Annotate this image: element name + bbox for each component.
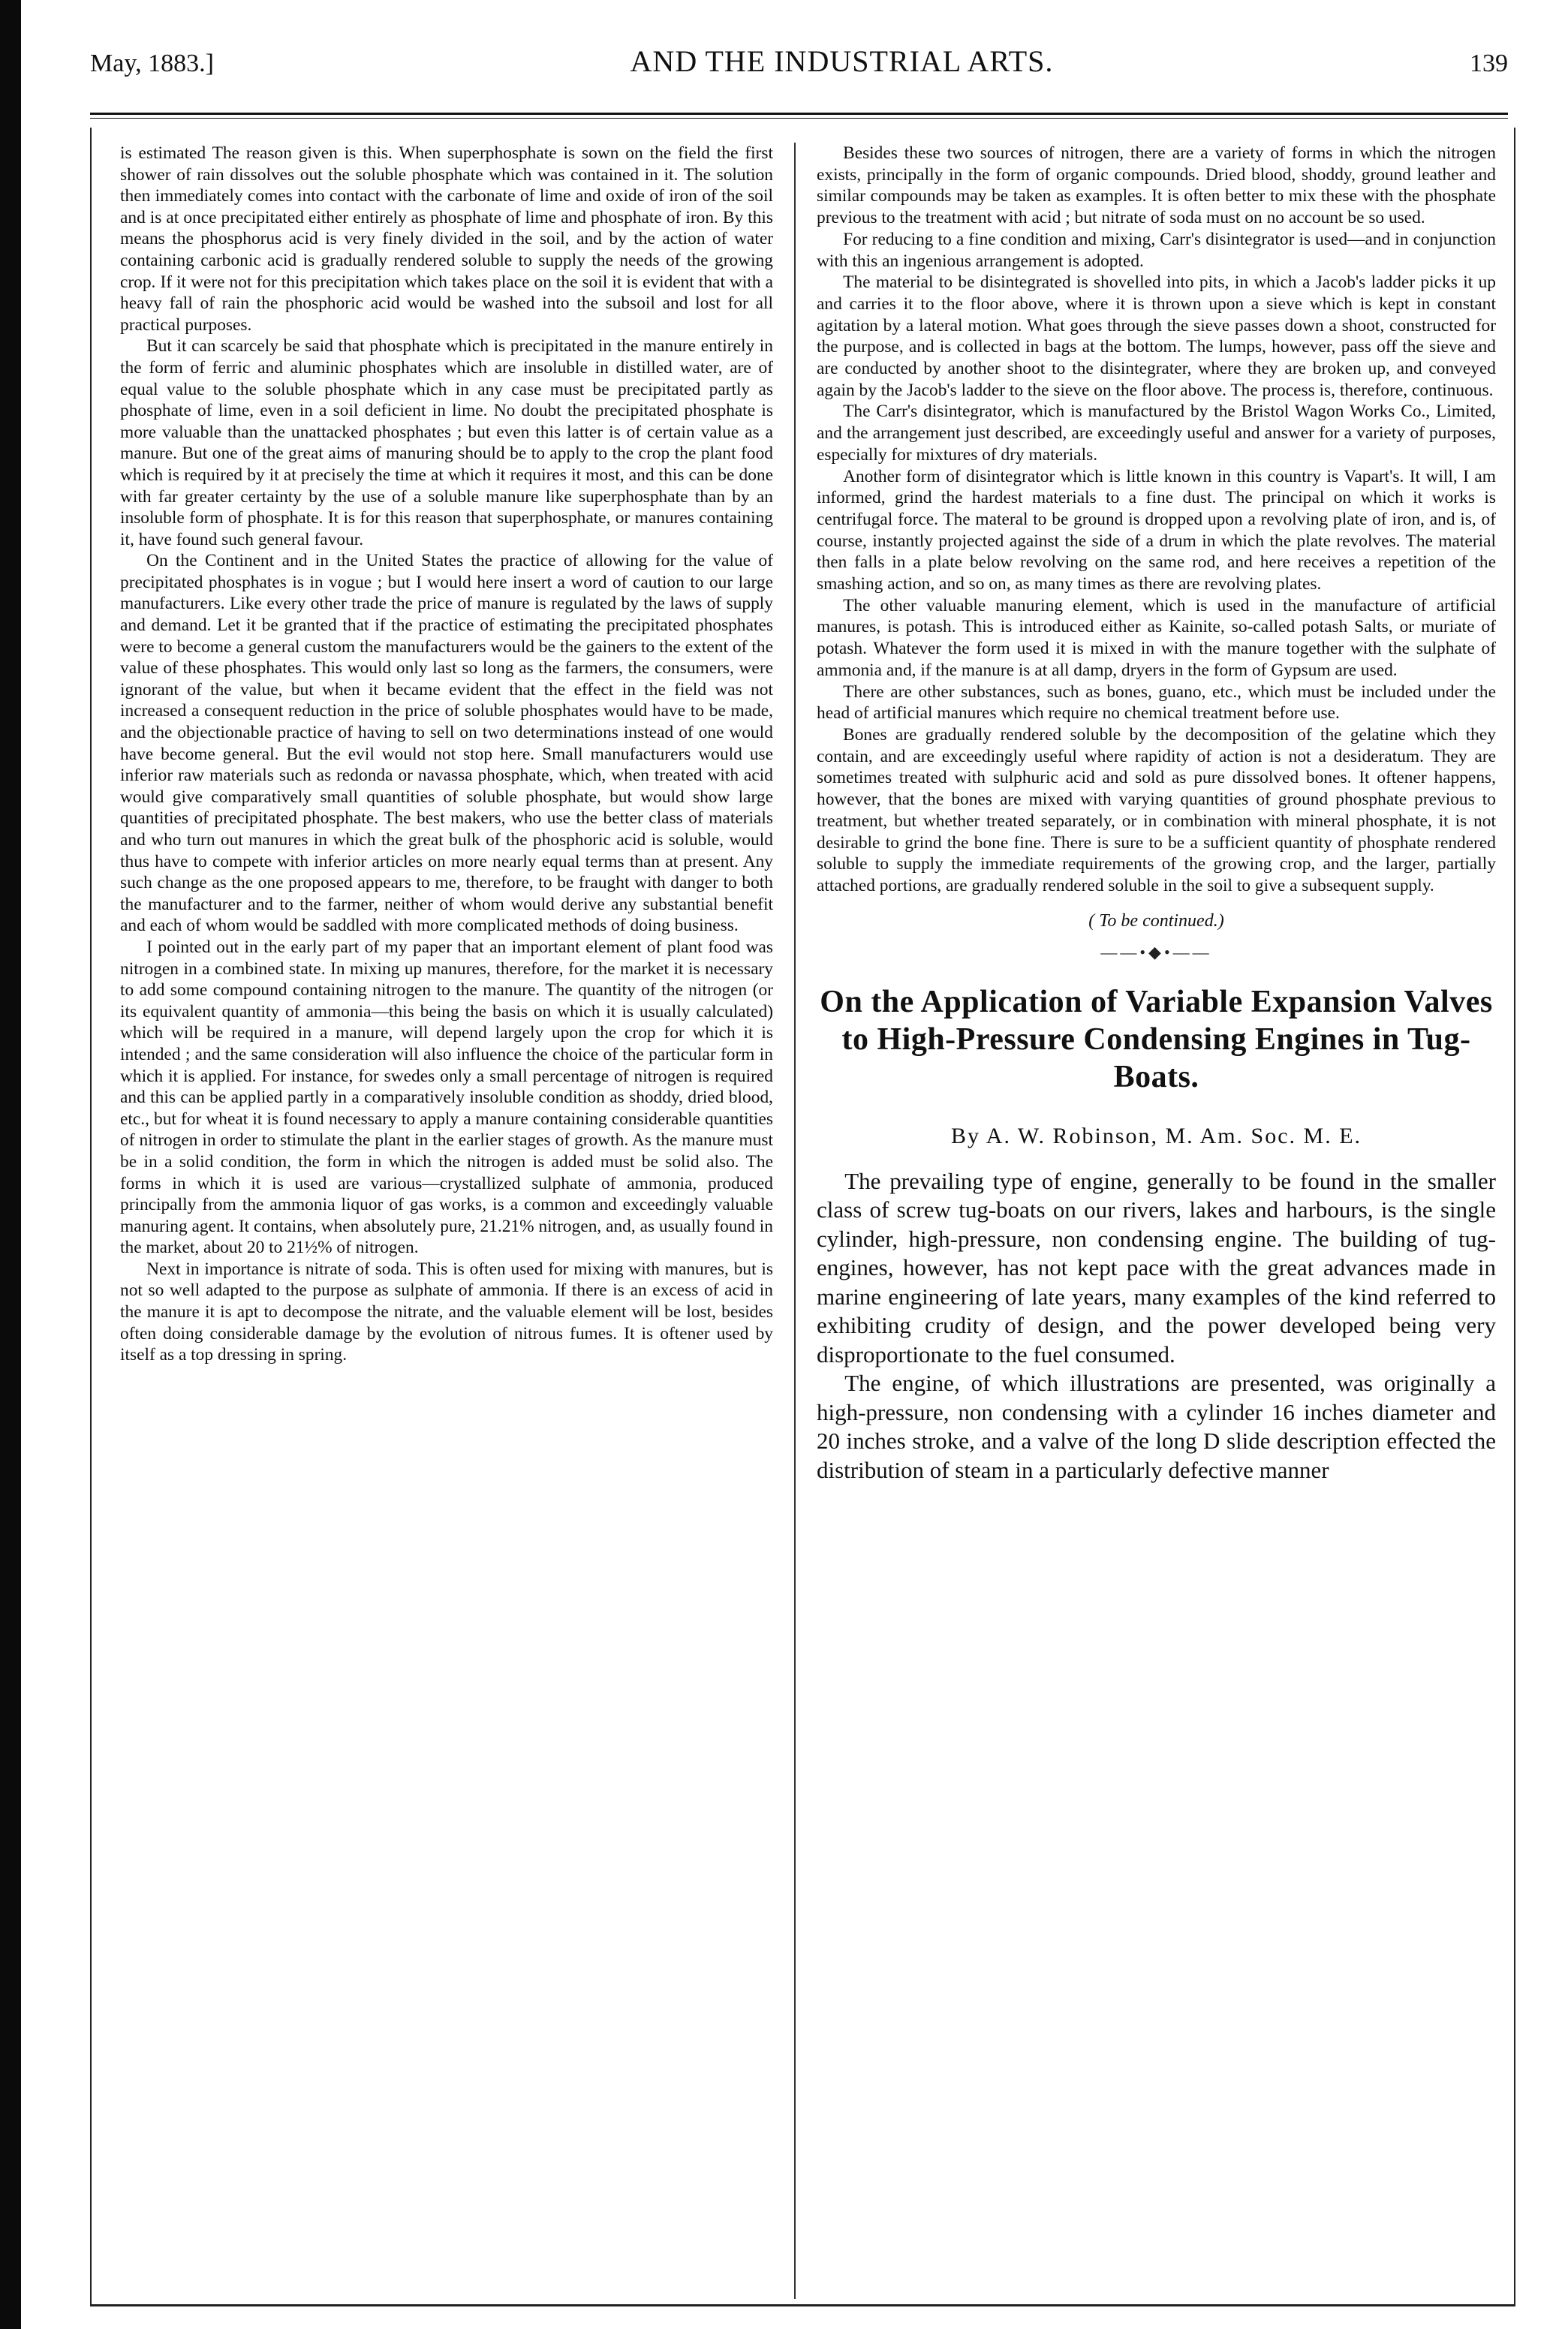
journal-title: AND THE INDUSTRIAL ARTS. bbox=[630, 44, 1054, 78]
paragraph: The other valuable manuring element, which is used in the manufacture of artificial manures, is potash. This is introduced either as Kainite, so-called potash Salts, or muriate of potash. Whatever the form used it is mixed in with the manure together with the sulphate of ammonia and, if the manure is at all damp, dryers in the form of Gypsum are used. bbox=[817, 595, 1496, 680]
header-rule bbox=[90, 113, 1508, 119]
paragraph: The prevailing type of engine, generally to be found in the smaller class of screw tug-boats on our rivers, lakes and harbours, is the single cylinder, high-pressure, non condensing engine. The building of tug-engines, however, has not kept pace with the great advances made in marine engineering of late years, many examples of the kind referred to exhibiting crudity of design, and the power developed being very disproportionate to the fuel consumed. bbox=[817, 1167, 1496, 1368]
paragraph: Another form of disintegrator which is little known in this country is Vapart's. It will, I am informed, grind the hardest materials to a fine dust. The principal on which it works is centrifugal force. The materal to be ground is dropped upon a revolving plate of iron, and is, of course, instantly projected against the side of a drum in which the plate revolves. The material then falls in a plate below revolving on the same rod, and here receives a repetition of the smashing action, and so on, as many times as there are revolving plates. bbox=[817, 466, 1496, 594]
paragraph: Next in importance is nitrate of soda. This is often used for mixing with manures, but is not so well adapted to the purpose as sulphate of ammonia. If there is an excess of acid in the manure it is apt to decompose the nitrate, and the valuable element will be lost, besides often doing considerable damage by the evolution of nitrous fumes. It is oftener used by itself as a top dressing in spring. bbox=[120, 1259, 773, 1365]
running-header bbox=[90, 44, 1508, 89]
paragraph: For reducing to a fine condition and mixing, Carr's disintegrator is used—and in conjunction with this an ingenious arrangement is adopted. bbox=[817, 229, 1496, 271]
paragraph: On the Continent and in the United States the practice of allowing for the value of precipitated phosphates is in vogue ; but I would here insert a word of caution to our large manufacturers. Like every other trade the price of manure is regulated by the laws of supply and demand. Let it be granted that if the practice of estimating the precipitated phosphates were to become a general custom the manufacturers would be the gainers to the extent of the value of these phosphates. This would only last so long as the farmers, the consumers, were ignorant of the value, but when it became evident that the effect in the field was not increased a consequent reduction in the price of soluble phosphates would have to be made, and the objectionable practice of having to sell on two determinations instead of one would have become general. But the evil would not stop here. Small manufacturers would use inferior raw materials such as redonda or navassa phosphate, which, when treated with acid would give comparatively small quantities of soluble phosphate, but would show large quantities of precipitated phosphate. The best makers, who use the better class of materials and who turn out manures in which the great bulk of the phosphoric acid is soluble, would thus have to compete with inferior articles on more nearly equal terms than at present. Any such change as the one proposed appears to me, therefore, to be fraught with danger to both the manufacturer and to the farmer, neither of whom would derive any substantial benefit and each of whom would be saddled with more complicated methods of doing business. bbox=[120, 551, 773, 936]
article-title: On the Application of Variable Expansion Valves to High-Pressure Condensing Engines in Tug-Boats. bbox=[820, 985, 1493, 1095]
paragraph: There are other substances, such as bones, guano, etc., which must be included under the head of artificial manures which require no chemical treatment before use. bbox=[817, 682, 1496, 724]
paragraph: But it can scarcely be said that phosphate which is precipitated in the manure entirely in the form of ferric and aluminic phosphates which are insoluble in distilled water, are of equal value to the soluble phosphate which in any case must be precipitated partly as phosphate of lime, even in a soil deficient in lime. No doubt the precipitated phosphate is more valuable than the unattacked phosphates ; but even this latter is of certain value as a manure. But one of the great aims of manuring should be to apply to the crop the plant food which is required by it at precisely the time at which it requires it most, and this can be done with far greater certainty by the use of a soluble manure like superphosphate than by an insoluble form of phosphate. It is for this reason that superphosphate, or manures containing it, have found such general favour. bbox=[120, 336, 773, 549]
right-column bbox=[817, 143, 1496, 2299]
page-number: 139 bbox=[1469, 50, 1508, 77]
paragraph: Besides these two sources of nitrogen, there are a variety of forms in which the nitrogen exists, principally in the form of organic compounds. Dried blood, shoddy, ground leather and similar compounds may be taken as examples. It is often better to mix these with the phosphate previous to the treatment with acid ; but nitrate of soda must on no account be so used. bbox=[817, 143, 1496, 228]
issue-date: May, 1883.] bbox=[90, 50, 214, 77]
paragraph: The engine, of which illustrations are presented, was originally a high-pressure, non condensing with a cylinder 16 inches diameter and 20 inches stroke, and a valve of the long D slide description effected the distribution of steam in a particularly defective manner bbox=[817, 1370, 1496, 1483]
left-column bbox=[120, 143, 773, 2299]
paragraph: The material to be disintegrated is shovelled into pits, in which a Jacob's ladder picks it up and carries it to the floor above, where it is thrown upon a sieve which is kept in constant agitation by a lateral motion. What goes through the sieve passes down a shoot, constructed for the purpose, and is collected in bags at the bottom. The lumps, however, pass off the sieve and are conducted by another shoot to the disintegrater, where they are broken up, and conveyed again by the Jacob's ladder to the sieve on the floor above. The process is, therefore, continuous. bbox=[817, 272, 1496, 400]
paragraph: The Carr's disintegrator, which is manufactured by the Bristol Wagon Works Co., Limited, and the arrangement just described, are exceedingly useful and answer for a variety of purposes, especially for mixtures of dry materials. bbox=[817, 402, 1496, 465]
section-ornament: ——•◆•—— bbox=[1100, 943, 1212, 962]
article-byline: By A. W. Robinson, M. Am. Soc. M. E. bbox=[950, 1124, 1362, 1149]
paragraph: is estimated The reason given is this. When superphosphate is sown on the field the first shower of rain dissolves out the soluble phosphate which was contained in it. The solution then immediately comes into contact with the carbonate of lime and oxide of iron of the soil and is at once precipitated either entirely as phosphate of lime and phosphate of iron. By this means the phosphorus acid is very finely divided in the soil, and by the action of water containing carbonic acid is gradually rendered soluble to supply the needs of the growing crop. If it were not for this precipitation which takes place on the soil it is evident that with a heavy fall of rain the phosphoric acid would be washed into the subsoil and lost for all practical purposes. bbox=[120, 143, 773, 335]
paragraph: Bones are gradually rendered soluble by the decomposition of the gelatine which they contain, and are exceedingly useful where rapidity of action is not a desideratum. They are sometimes treated with sulphuric acid and sold as pure dissolved bones. It oftener happens, however, that the bones are mixed with varying quantities of ground phosphate previous to treatment, but whether treated separately, or in combination with mineral phosphate, it is not desirable to grind the bone fine. There is sure to be a sufficient quantity of phosphate rendered soluble to supply the immediate requirements of the growing crop, and the larger, partially attached portions, are gradually rendered soluble in the soil to give a subsequent supply. bbox=[817, 724, 1496, 895]
page-edge-rule bbox=[0, 0, 21, 2329]
continued-note: ( To be continued.) bbox=[1088, 910, 1224, 931]
column-divider bbox=[794, 143, 796, 2299]
paragraph: I pointed out in the early part of my paper that an important element of plant food was nitrogen in a combined state. In mixing up manures, therefore, for the market it is necessary to add some compound containing nitrogen to the manure. The quantity of the nitrogen (or its equivalent quantity of ammonia—this being the basis on which it is usually calculated) which will be required in a manure, will depend largely upon the crop for which it is intended ; and the same consideration will also influence the choice of the particular form in which it is applied. For instance, for swedes only a small percentage of nitrogen is required and this can be applied partly in a comparatively insoluble condition as shoddy, dried blood, etc., but for wheat it is found necessary to apply a manure containing considerable quantities of nitrogen in order to stimulate the plant in the earlier stages of growth. As the manure must be in a solid condition, the form in which the nitrogen is added must be solid also. The forms in which it is used are various—crystallized sulphate of ammonia, produced principally from the ammonia liquor of gas works, is a common and exceedingly valuable manuring agent. It contains, when absolutely pure, 21.21% nitrogen, and, as usually found in the market, about 20 to 21½% of nitrogen. bbox=[120, 937, 773, 1258]
article-body bbox=[817, 1167, 1496, 1485]
